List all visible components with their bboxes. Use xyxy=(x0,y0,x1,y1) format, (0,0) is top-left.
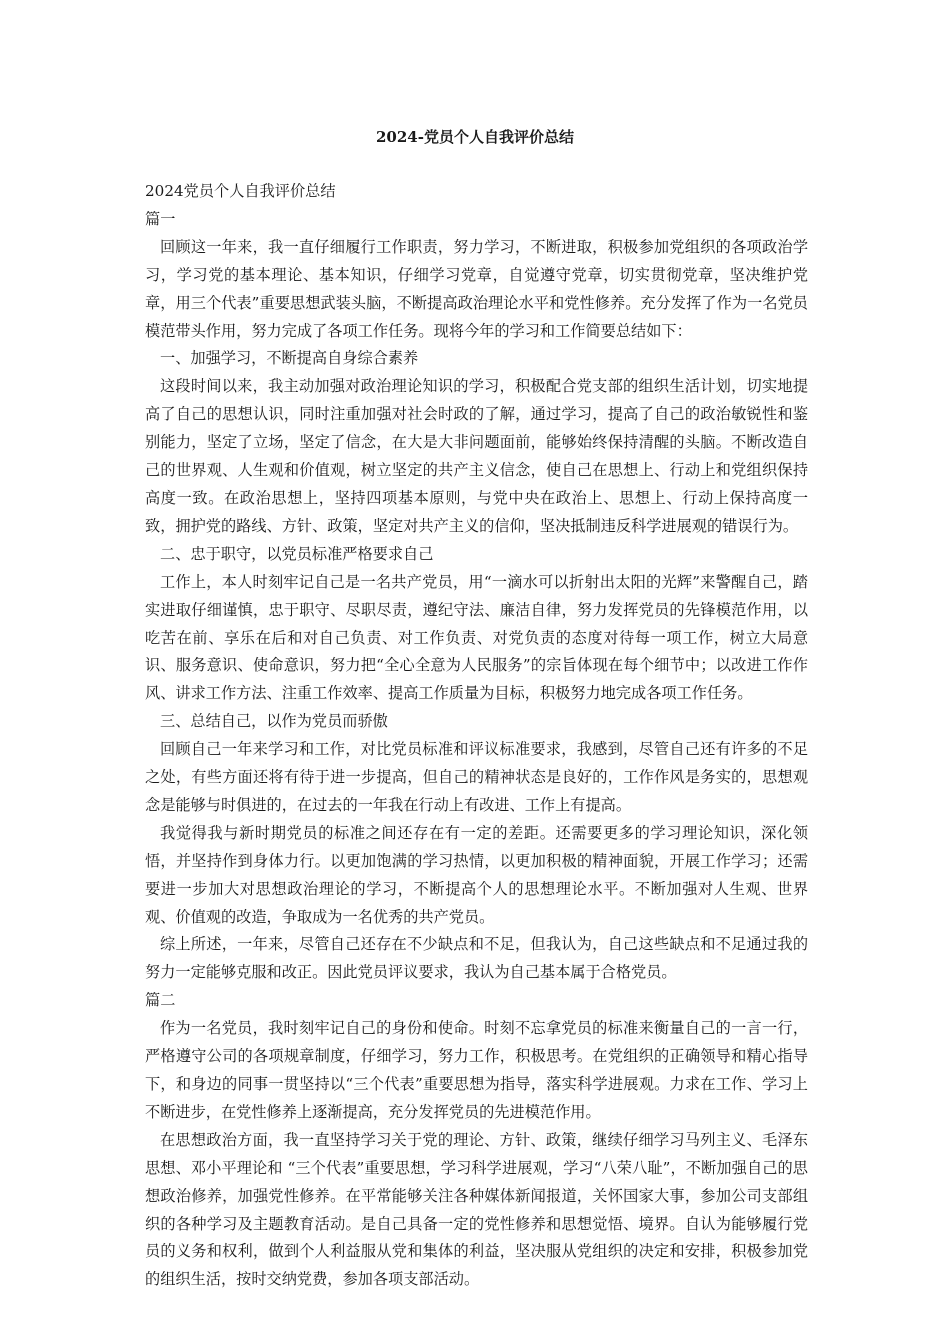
paragraph: 回顾这一年来，我一直仔细履行工作职责，努力学习，不断进取，积极参加党组织的各项政治学习，学习党的基本理论、基本知识，仔细学习党章，自觉遵守党章，切实贯彻党章，坚决维护党章，用三个代表”重要思想武装头脑，不断提高政治理论水平和党性修养。充分发挥了作为一名党员模范带头作用，努力完成了各项工作任务。现将今年的学习和工作简要总结如下： xyxy=(145,237,808,340)
paragraph: 我觉得我与新时期党员的标准之间还存在有一定的差距。还需要更多的学习理论知识，深化领悟，并坚持作到身体力行。以更加饱满的学习热情，以更加积极的精神面貌，开展工作学习；还需要进一步加大对思想政治理论的学习，不断提高个人的思想理论水平。不断加强对人生观、世界观、价值观的改造，争取成为一名优秀的共产党员。 xyxy=(145,823,808,926)
part-two-label: 篇二 xyxy=(145,991,176,1010)
part-one-label: 篇一 xyxy=(145,209,176,228)
section-heading: 三、总结自己，以作为党员而骄傲 xyxy=(160,712,388,731)
paragraph: 作为一名党员，我时刻牢记自己的身份和使命。时刻不忘拿党员的标准来衡量自己的一言一行，严格遵守公司的各项规章制度，仔细学习，努力工作，积极思考。在党组织的正确领导和精心指导下，和身边的同事一贯坚持以“三个代表”重要思想为指导，落实科学进展观。力求在工作、学习上不断进步，在党性修养上逐渐提高，充分发挥党员的先进模范作用。 xyxy=(145,1019,808,1121)
section-heading: 一、加强学习，不断提高自身综合素养 xyxy=(160,349,419,368)
paragraph: 工作上，本人时刻牢记自己是一名共产党员，用“一滴水可以折射出太阳的光辉”来警醒自己，踏实进取仔细谨慎，忠于职守、尽职尽责，遵纪守法、廉洁自律，努力发挥党员的先锋模范作用，以吃苦在前、享乐在后和对自己负责、对工作负责、对党负责的态度对待每一项工作，树立大局意识、服务意识、使命意识，努力把“全心全意为人民服务”的宗旨体现在每个细节中；以改进工作作风、讲求工作方法、注重工作效率、提高工作质量为目标，积极努力地完成各项工作任务。 xyxy=(145,572,808,703)
document-body xyxy=(145,178,808,1294)
paragraph: 在思想政治方面，我一直坚持学习关于党的理论、方针、政策，继续仔细学习马列主义、毛泽东思想、邓小平理论和 “三个代表”重要思想，学习科学进展观，学习“八荣八耻”，不断加强自己的思想政治修养，加强党性修养。在平常能够关注各种媒体新闻报道，关怀国家大事，参加公司支部组织的各种学习及主题教育活动。是自己具备一定的党性修养和思想觉悟、境界。自认为能够履行党员的义务和权利，做到个人利益服从党和集体的利益，坚决服从党组织的决定和安排，积极参加党的组织生活，按时交纳党费，参加各项支部活动。 xyxy=(145,1130,808,1289)
document-subtitle: 2024党员个人自我评价总结 xyxy=(145,182,336,200)
paragraph: 综上所述，一年来，尽管自己还存在不少缺点和不足，但我认为，自己这些缺点和不足通过我的努力一定能够克服和改正。因此党员评议要求，我认为自己基本属于合格党员。 xyxy=(145,935,808,982)
section-heading: 二、忠于职守，以党员标准严格要求自己 xyxy=(160,544,434,563)
document-title: 2024-党员个人自我评价总结 xyxy=(376,128,574,146)
paragraph: 这段时间以来，我主动加强对政治理论知识的学习，积极配合党支部的组织生活计划，切实地提高了自己的思想认识，同时注重加强对社会时政的了解，通过学习，提高了自己的政治敏锐性和鉴别能力，坚定了立场，坚定了信念，在大是大非问题面前，能够始终保持清醒的头脑。不断改造自己的世界观、人生观和价值观，树立坚定的共产主义信念，使自己在思想上、行动上和党组织保持高度一致。在政治思想上，坚持四项基本原则，与党中央在政治上、思想上、行动上保持高度一致，拥护党的路线、方针、政策，坚定对共产主义的信仰，坚决抵制违反科学进展观的错误行为。 xyxy=(145,377,808,535)
paragraph: 回顾自己一年来学习和工作，对比党员标准和评议标准要求，我感到，尽管自己还有许多的不足之处，有些方面还将有待于进一步提高，但自己的精神状态是良好的，工作作风是务实的，思想观念是能够与时俱进的，在过去的一年我在行动上有改进、工作上有提高。 xyxy=(145,740,808,814)
